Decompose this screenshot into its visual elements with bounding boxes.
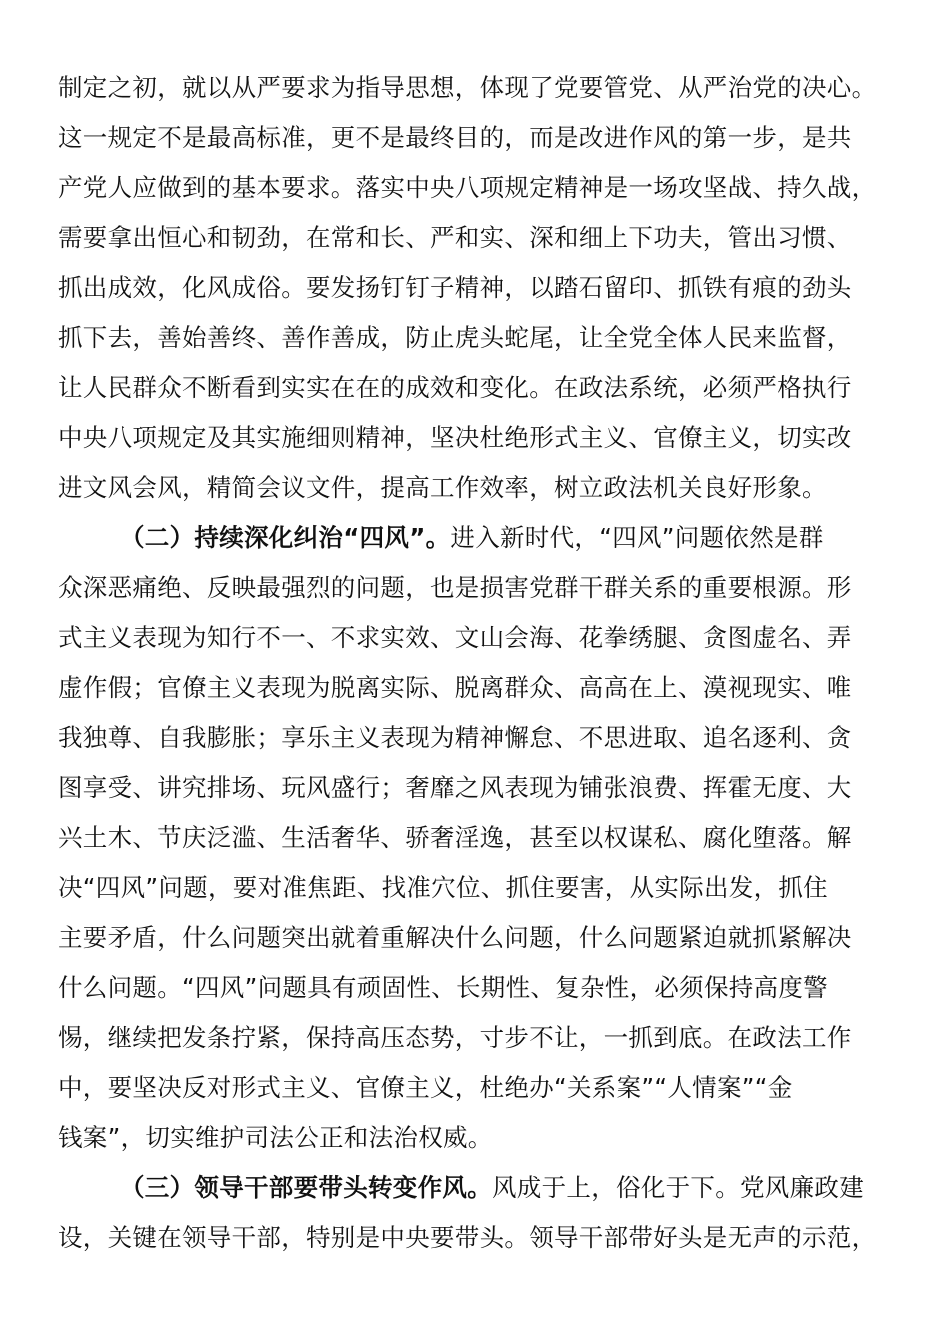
paragraph-1 <box>58 63 898 513</box>
text-line: 式主义表现为知行不一、不求实效、文山会海、花拳绣腿、贪图虚名、弄 <box>58 623 852 652</box>
paragraph-3 <box>58 1163 898 1263</box>
paragraph-2 <box>58 513 898 1163</box>
text-line: 需要拿出恒心和韧劲，在常和长、严和实、深和细上下功夫，管出习惯、 <box>58 223 852 252</box>
text-line: 这一规定不是最高标准，更不是最终目的，而是改进作风的第一步，是共 <box>58 123 852 152</box>
text-line: 产党人应做到的基本要求。落实中央八项规定精神是一场攻坚战、持久战， <box>58 173 877 202</box>
text-line: 进文风会风，精简会议文件，提高工作效率，树立政法机关良好形象。 <box>58 473 827 502</box>
document-page <box>58 63 898 1263</box>
text-line: 虚作假；官僚主义表现为脱离实际、脱离群众、高高在上、漠视现实、唯 <box>58 673 852 702</box>
text-line: 我独尊、自我膨胀；享乐主义表现为精神懈怠、不思进取、追名逐利、贪 <box>58 723 852 752</box>
text-line: 兴土木、节庆泛滥、生活奢华、骄奢淫逸，甚至以权谋私、腐化堕落。解 <box>58 823 852 852</box>
text-line: 惕，继续把发条拧紧，保持高压态势，寸步不让，一抓到底。在政法工作 <box>58 1023 852 1052</box>
text-line: 抓出成效，化风成俗。要发扬钉钉子精神，以踏石留印、抓铁有痕的劲头 <box>58 273 852 302</box>
text-line: 制定之初，就以从严要求为指导思想，体现了党要管党、从严治党的决心。 <box>58 73 877 102</box>
text-line: 什么问题。“四风”问题具有顽固性、长期性、复杂性，必须保持高度警 <box>58 973 828 1002</box>
text-line: 图享受、讲究排场、玩风盛行；奢靡之风表现为铺张浪费、挥霍无度、大 <box>58 773 852 802</box>
text-line: 钱案”，切实维护司法公正和法治权威。 <box>58 1123 493 1152</box>
text-line: 主要矛盾，什么问题突出就着重解决什么问题，什么问题紧迫就抓紧解决 <box>58 923 852 952</box>
text-line: 抓下去，善始善终、善作善成，防止虎头蛇尾，让全党全体人民来监督， <box>58 323 852 352</box>
text-run: 进入新时代，“四风”问题依然是群 <box>450 523 824 552</box>
text-run: 风成于上，俗化于下。党风廉政建 <box>492 1173 864 1202</box>
text-line: 让人民群众不断看到实实在在的成效和变化。在政法系统，必须严格执行 <box>58 373 852 402</box>
text-line: 决“四风”问题，要对准焦距、找准穴位、抓住要害，从实际出发，抓住 <box>58 873 828 902</box>
paragraph-first-line <box>58 513 898 563</box>
section-heading: （三）领导干部要带头转变作风。 <box>120 1173 492 1202</box>
text-line: 中，要坚决反对形式主义、官僚主义，杜绝办“关系案”“人情案”“金 <box>58 1073 793 1102</box>
text-line: 中央八项规定及其实施细则精神，坚决杜绝形式主义、官僚主义，切实改 <box>58 423 852 452</box>
text-line: 设，关键在领导干部，特别是中央要带头。领导干部带好头是无声的示范， <box>58 1223 877 1252</box>
section-heading: （二）持续深化纠治“四风”。 <box>120 523 451 552</box>
paragraph-first-line <box>58 1163 898 1213</box>
text-line: 众深恶痛绝、反映最强烈的问题，也是损害党群干群关系的重要根源。形 <box>58 573 852 602</box>
